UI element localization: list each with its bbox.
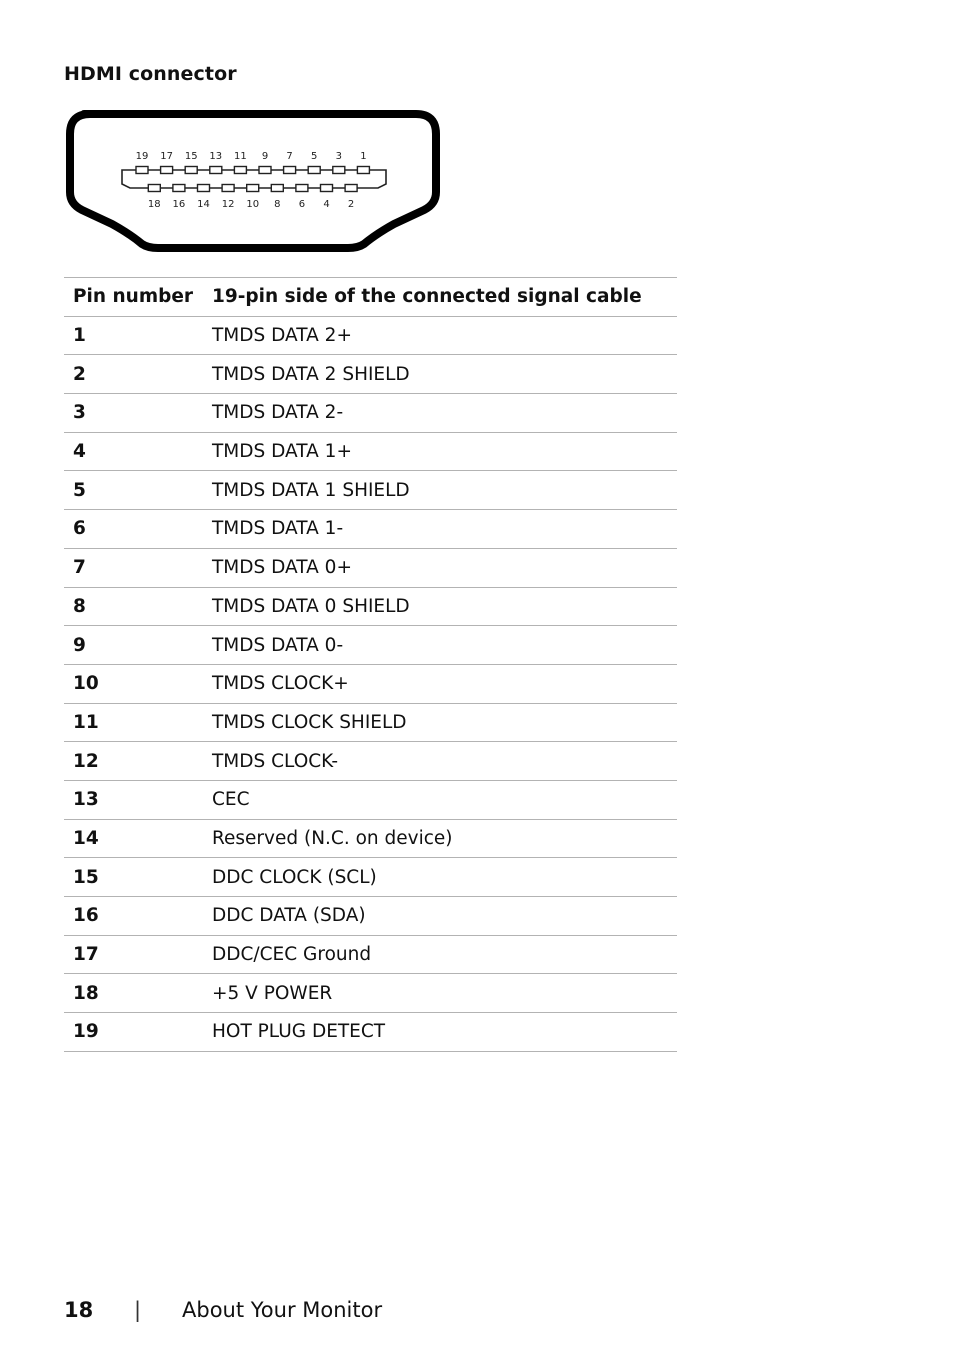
table-row xyxy=(64,858,677,897)
bottom-pin-4 xyxy=(247,185,259,192)
top-pin-2 xyxy=(185,167,197,174)
section-title: HDMI connector xyxy=(64,63,237,85)
signal-cell: TMDS DATA 1 SHIELD xyxy=(203,471,677,510)
pin-number-cell: 14 xyxy=(64,819,203,858)
table-row xyxy=(64,897,677,936)
top-pin-4 xyxy=(234,167,246,174)
bottom-pin-label-0: 18 xyxy=(147,199,161,210)
table-row xyxy=(64,974,677,1013)
signal-cell: DDC DATA (SDA) xyxy=(203,897,677,936)
pin-number-cell: 5 xyxy=(64,471,203,510)
bottom-pin-label-6: 6 xyxy=(298,199,306,210)
signal-cell: TMDS DATA 2 SHIELD xyxy=(203,355,677,394)
pin-number-cell: 11 xyxy=(64,703,203,742)
page-number: 18 xyxy=(64,1298,94,1322)
top-pin-label-6: 7 xyxy=(286,151,293,162)
pin-number-cell: 15 xyxy=(64,858,203,897)
pin-number-cell: 13 xyxy=(64,780,203,819)
bottom-pin-label-2: 14 xyxy=(197,199,210,210)
bottom-pin-3 xyxy=(222,185,234,192)
signal-cell: TMDS CLOCK- xyxy=(203,742,677,781)
signal-cell: TMDS DATA 2- xyxy=(203,394,677,433)
pin-assignment-table xyxy=(64,277,677,1052)
signal-cell: Reserved (N.C. on device) xyxy=(203,819,677,858)
signal-cell: TMDS DATA 2+ xyxy=(203,316,677,355)
pin-number-cell: 17 xyxy=(64,935,203,974)
signal-cell: TMDS DATA 0 SHIELD xyxy=(203,587,677,626)
table-row xyxy=(64,587,677,626)
top-pin-label-9: 1 xyxy=(360,151,367,162)
table-row xyxy=(64,394,677,433)
signal-cell: TMDS DATA 1- xyxy=(203,510,677,549)
table-row xyxy=(64,780,677,819)
bottom-pin-5 xyxy=(271,185,283,192)
pin-number-cell: 12 xyxy=(64,742,203,781)
pin-number-cell: 1 xyxy=(64,316,203,355)
signal-cell: TMDS DATA 1+ xyxy=(203,432,677,471)
bottom-pin-label-3: 12 xyxy=(221,199,235,210)
pin-number-cell: 9 xyxy=(64,626,203,665)
bottom-pin-label-1: 16 xyxy=(172,199,186,210)
signal-cell: DDC CLOCK (SCL) xyxy=(203,858,677,897)
signal-cell: TMDS DATA 0- xyxy=(203,626,677,665)
top-pin-label-3: 13 xyxy=(209,151,223,162)
table-row xyxy=(64,626,677,665)
table-row xyxy=(64,510,677,549)
bottom-pin-6 xyxy=(296,185,308,192)
top-pin-0 xyxy=(136,167,148,174)
signal-cell: HOT PLUG DETECT xyxy=(203,1013,677,1052)
header-signal: 19-pin side of the connected signal cable xyxy=(203,278,677,317)
page-footer xyxy=(64,1298,382,1322)
bottom-pin-label-5: 8 xyxy=(274,199,281,210)
hdmi-connector-diagram xyxy=(64,108,442,254)
bottom-pin-7 xyxy=(321,185,333,192)
footer-section-name: About Your Monitor xyxy=(182,1298,383,1322)
table-row xyxy=(64,819,677,858)
top-pin-5 xyxy=(259,167,271,174)
top-pin-label-1: 17 xyxy=(160,151,173,162)
pin-number-cell: 2 xyxy=(64,355,203,394)
signal-cell: TMDS DATA 0+ xyxy=(203,548,677,587)
table-row xyxy=(64,548,677,587)
top-pin-label-8: 3 xyxy=(335,151,342,162)
table-row xyxy=(64,935,677,974)
top-pin-3 xyxy=(210,167,222,174)
table-row xyxy=(64,703,677,742)
pin-number-cell: 3 xyxy=(64,394,203,433)
signal-cell: TMDS CLOCK SHIELD xyxy=(203,703,677,742)
top-pin-label-5: 9 xyxy=(261,151,269,162)
pin-number-cell: 4 xyxy=(64,432,203,471)
connector-outline xyxy=(70,114,436,248)
bottom-pin-label-4: 10 xyxy=(246,199,260,210)
pin-number-cell: 7 xyxy=(64,548,203,587)
table-row xyxy=(64,471,677,510)
table-row xyxy=(64,432,677,471)
pin-number-cell: 6 xyxy=(64,510,203,549)
signal-cell: +5 V POWER xyxy=(203,974,677,1013)
top-pin-1 xyxy=(161,167,173,174)
table-row xyxy=(64,742,677,781)
pin-number-cell: 10 xyxy=(64,664,203,703)
bottom-pin-labels xyxy=(148,199,354,210)
pin-number-cell: 18 xyxy=(64,974,203,1013)
top-pin-9 xyxy=(357,167,369,174)
signal-cell: TMDS CLOCK+ xyxy=(203,664,677,703)
pin-number-cell: 8 xyxy=(64,587,203,626)
bottom-pin-1 xyxy=(173,185,185,192)
top-pin-label-7: 5 xyxy=(311,151,318,162)
table-row xyxy=(64,355,677,394)
footer-divider: | xyxy=(134,1298,142,1322)
top-pin-label-2: 15 xyxy=(184,151,198,162)
bottom-pin-label-7: 4 xyxy=(323,199,330,210)
table-header-row xyxy=(64,278,677,317)
top-pin-8 xyxy=(333,167,345,174)
top-pin-label-4: 11 xyxy=(234,151,247,162)
table-row xyxy=(64,1013,677,1052)
top-pin-labels xyxy=(136,151,367,162)
top-pin-label-0: 19 xyxy=(135,151,149,162)
table-row xyxy=(64,316,677,355)
table-row xyxy=(64,664,677,703)
pin-number-cell: 19 xyxy=(64,1013,203,1052)
header-pin-number: Pin number xyxy=(64,278,203,317)
signal-cell: DDC/CEC Ground xyxy=(203,935,677,974)
bottom-pin-2 xyxy=(198,185,210,192)
pin-number-cell: 16 xyxy=(64,897,203,936)
bottom-pin-label-8: 2 xyxy=(347,199,355,210)
bottom-pin-8 xyxy=(345,185,357,192)
signal-cell: CEC xyxy=(203,780,677,819)
bottom-pin-0 xyxy=(148,185,160,192)
top-pin-6 xyxy=(284,167,296,174)
hdmi-connector-svg xyxy=(64,108,442,254)
bottom-pin-row xyxy=(148,185,357,192)
top-pin-7 xyxy=(308,167,320,174)
